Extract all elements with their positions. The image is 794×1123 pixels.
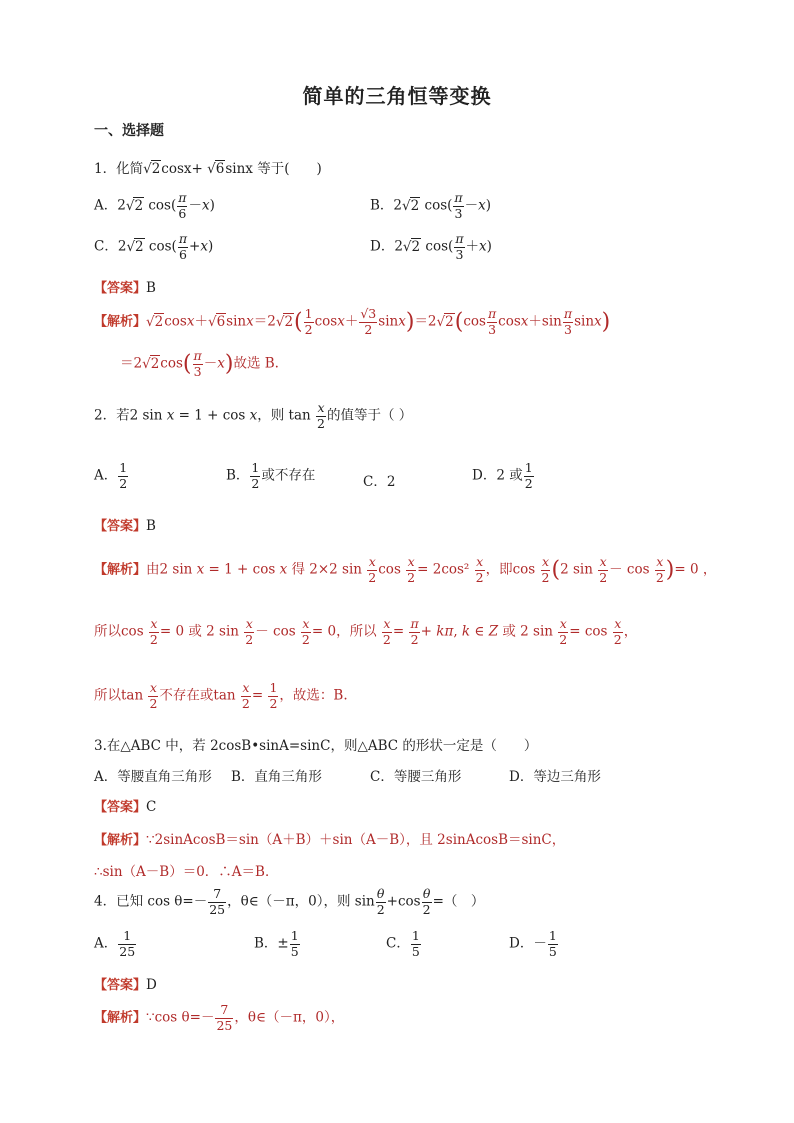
question-3-option-a: A．等腰直角三角形 (94, 769, 212, 785)
question-3-analysis-line-1: 【解析】∵2sinAcosB＝sin（A＋B）＋sin（A－B），且 2sinAcosB＝sinC， (94, 832, 566, 848)
question-2-analysis-line-1: 【解析】由2 sin x = 1 + cos x 得 2×2 sin $\frac{x}{2}$ cos $\frac{x}{2}$ = 2cos² $\frac{x}{2}$ ，即cos $\frac{x}{2}$ (2 sin $\frac{x}{2}$ － cos $\frac{x}{2}$ )= 0 ， (94, 554, 717, 585)
question-3-option-d: D．等边三角形 (509, 769, 601, 785)
question-2-option-d: D．2 或 $\frac{1}{2}$ (472, 460, 533, 491)
page-title: 简单的三角恒等变换 (302, 84, 492, 108)
question-2-option-c: C．2 (363, 474, 396, 490)
question-2-option-a: A． $\frac{1}{2}$ (94, 460, 128, 491)
question-1-option-c: C．2√2 cos( $\frac{\pi}{6}$ +x) (94, 231, 214, 262)
question-2-option-b: B． $\frac{1}{2}$ 或不存在 (226, 460, 316, 491)
question-4-analysis-line-1: 【解析】∵cos θ=－ $\frac{7}{25}$ ，θ∈（－π，0）， (94, 1002, 345, 1033)
question-2-analysis-line-2: 所以cos $\frac{x}{2}$ = 0 或 2 sin $\frac{x}{2}$ － cos $\frac{x}{2}$ = 0，所以 $\frac{x}{2}$ = $\frac{\pi}{2}$ + kπ, k ∈ Z 或 2 sin $\frac{x}{2}$ = cos $\frac{x}{2}$ ， (94, 616, 638, 647)
question-3-option-c: C．等腰三角形 (370, 769, 462, 785)
question-1-stem: 1．化简√2cosx+ √6sinx 等于( ) (94, 161, 322, 177)
question-1-answer: 【答案】B (94, 280, 156, 296)
question-2-analysis-line-3: 所以tan $\frac{x}{2}$ 不存在或tan $\frac{x}{2}$ = $\frac{1}{2}$ ，故选：B. (94, 680, 348, 711)
question-4-option-a: A． $\frac{1}{25}$ (94, 928, 136, 959)
section-heading: 一、选择题 (94, 123, 164, 139)
question-3-analysis-line-2: ∴sin（A－B）＝0．∴A＝B． (94, 864, 279, 880)
question-3-option-b: B．直角三角形 (231, 769, 322, 785)
question-2-answer: 【答案】B (94, 518, 156, 534)
question-1-option-d: D．2√2 cos( $\frac{\pi}{3}$ ＋x) (370, 231, 492, 262)
question-4-option-d: D．－ $\frac{1}{5}$ (509, 928, 557, 959)
question-4-option-b: B．± $\frac{1}{5}$ (254, 928, 299, 959)
question-1-analysis-line-1: 【解析】√2cosx＋√6sinx＝2√2( $\frac{1}{2}$ cosx＋ $\frac{√3}{2}$ sinx)＝2√2(cos $\frac{\pi}{3}$ cosx＋sin $\frac{\pi}{3}$ sinx) (94, 306, 611, 337)
question-1-option-a: A．2√2 cos( $\frac{\pi}{6}$ －x) (94, 190, 215, 221)
question-3-stem: 3.在△ABC 中，若 2cosB•sinA=sinC，则△ABC 的形状一定是（ ） (94, 738, 538, 754)
question-2-stem: 2．若2 sin x = 1 + cos x，则 tan $\frac{x}{2}$ 的值等于（ ） (94, 400, 413, 431)
question-1-option-b: B．2√2 cos( $\frac{\pi}{3}$ －x) (370, 190, 492, 221)
question-4-stem: 4．已知 cos θ=－ $\frac{7}{25}$ ，θ∈（－π，0），则 sin $\frac{\theta}{2}$ +cos $\frac{\theta}{2}$ =（ ） (94, 886, 485, 917)
question-4-option-c: C． $\frac{1}{5}$ (386, 928, 420, 959)
question-3-answer: 【答案】C (94, 799, 157, 815)
question-1-analysis-line-2: ＝2√2cos( $\frac{\pi}{3}$ －x)故选 B. (120, 348, 279, 379)
question-4-answer: 【答案】D (94, 977, 157, 993)
